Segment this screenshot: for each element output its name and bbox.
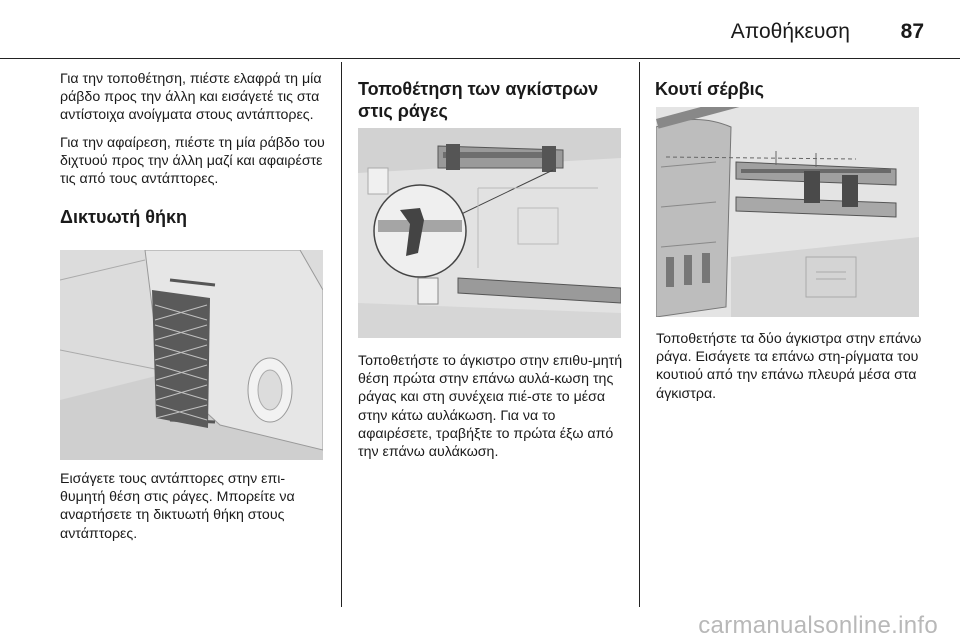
service-box-caption: Τοποθετήστε τα δύο άγκιστρα στην επάνω ράγα. Εισάγετε τα επάνω στη-ρίγματα του κουτιού από την επάνω πλευρά μέσα στα άγκιστρα. <box>656 331 922 402</box>
page-number: 87 <box>900 20 924 43</box>
header-divider <box>0 58 960 59</box>
hooks-caption-block <box>358 352 624 461</box>
hooks-heading: Τοποθέτηση των αγκίστρων στις ράγες <box>358 79 599 121</box>
net-pocket-caption-block <box>60 470 326 543</box>
column-1-text <box>60 70 326 228</box>
site-watermark: carmanualsonline.info <box>698 612 938 639</box>
installation-paragraph: Για την τοποθέτηση, πιέστε ελαφρά τη μία ράβδο προς την άλλη και εισάγετέ τις στα αντίστοιχα ανοίγματα στους αντάπτορες. <box>60 71 322 124</box>
column-2-heading-block <box>358 78 624 122</box>
page-section-title: Αποθήκευση <box>730 20 850 43</box>
hook-rail-illustration <box>358 128 621 338</box>
column-3-heading-block <box>655 78 921 100</box>
service-box-caption-block <box>656 330 922 403</box>
net-pocket-heading: Δικτυωτή θήκη <box>60 207 187 228</box>
column-divider <box>639 62 640 607</box>
service-box-heading: Κουτί σέρβις <box>655 79 765 99</box>
column-divider <box>341 62 342 607</box>
net-pocket-caption: Εισάγετε τους αντάπτορες στην επι-θυμητή θέση στις ράγες. Μπορείτε να αναρτήσετε τη δικτυωτή θήκη στους αντάπτορες. <box>60 471 295 542</box>
net-pocket-illustration <box>60 250 323 460</box>
hooks-caption: Τοποθετήστε το άγκιστρο στην επιθυ-μητή θέση πρώτα στην επάνω αυλά-κωση της ράγας και στη συνέχεια πιέ-στε το μέσα στην κάτω αυλάκωση. Για να το αφαιρέσετε, τραβήξτε το πρώτα έξω από την επάνω αυλάκωση. <box>358 353 623 461</box>
service-box-illustration <box>656 107 919 317</box>
removal-paragraph: Για την αφαίρεση, πιέστε τη μία ράβδο του διχτυού προς την άλλη μαζί και αφαιρέστε τις από τους αντάπτορες. <box>60 134 325 188</box>
